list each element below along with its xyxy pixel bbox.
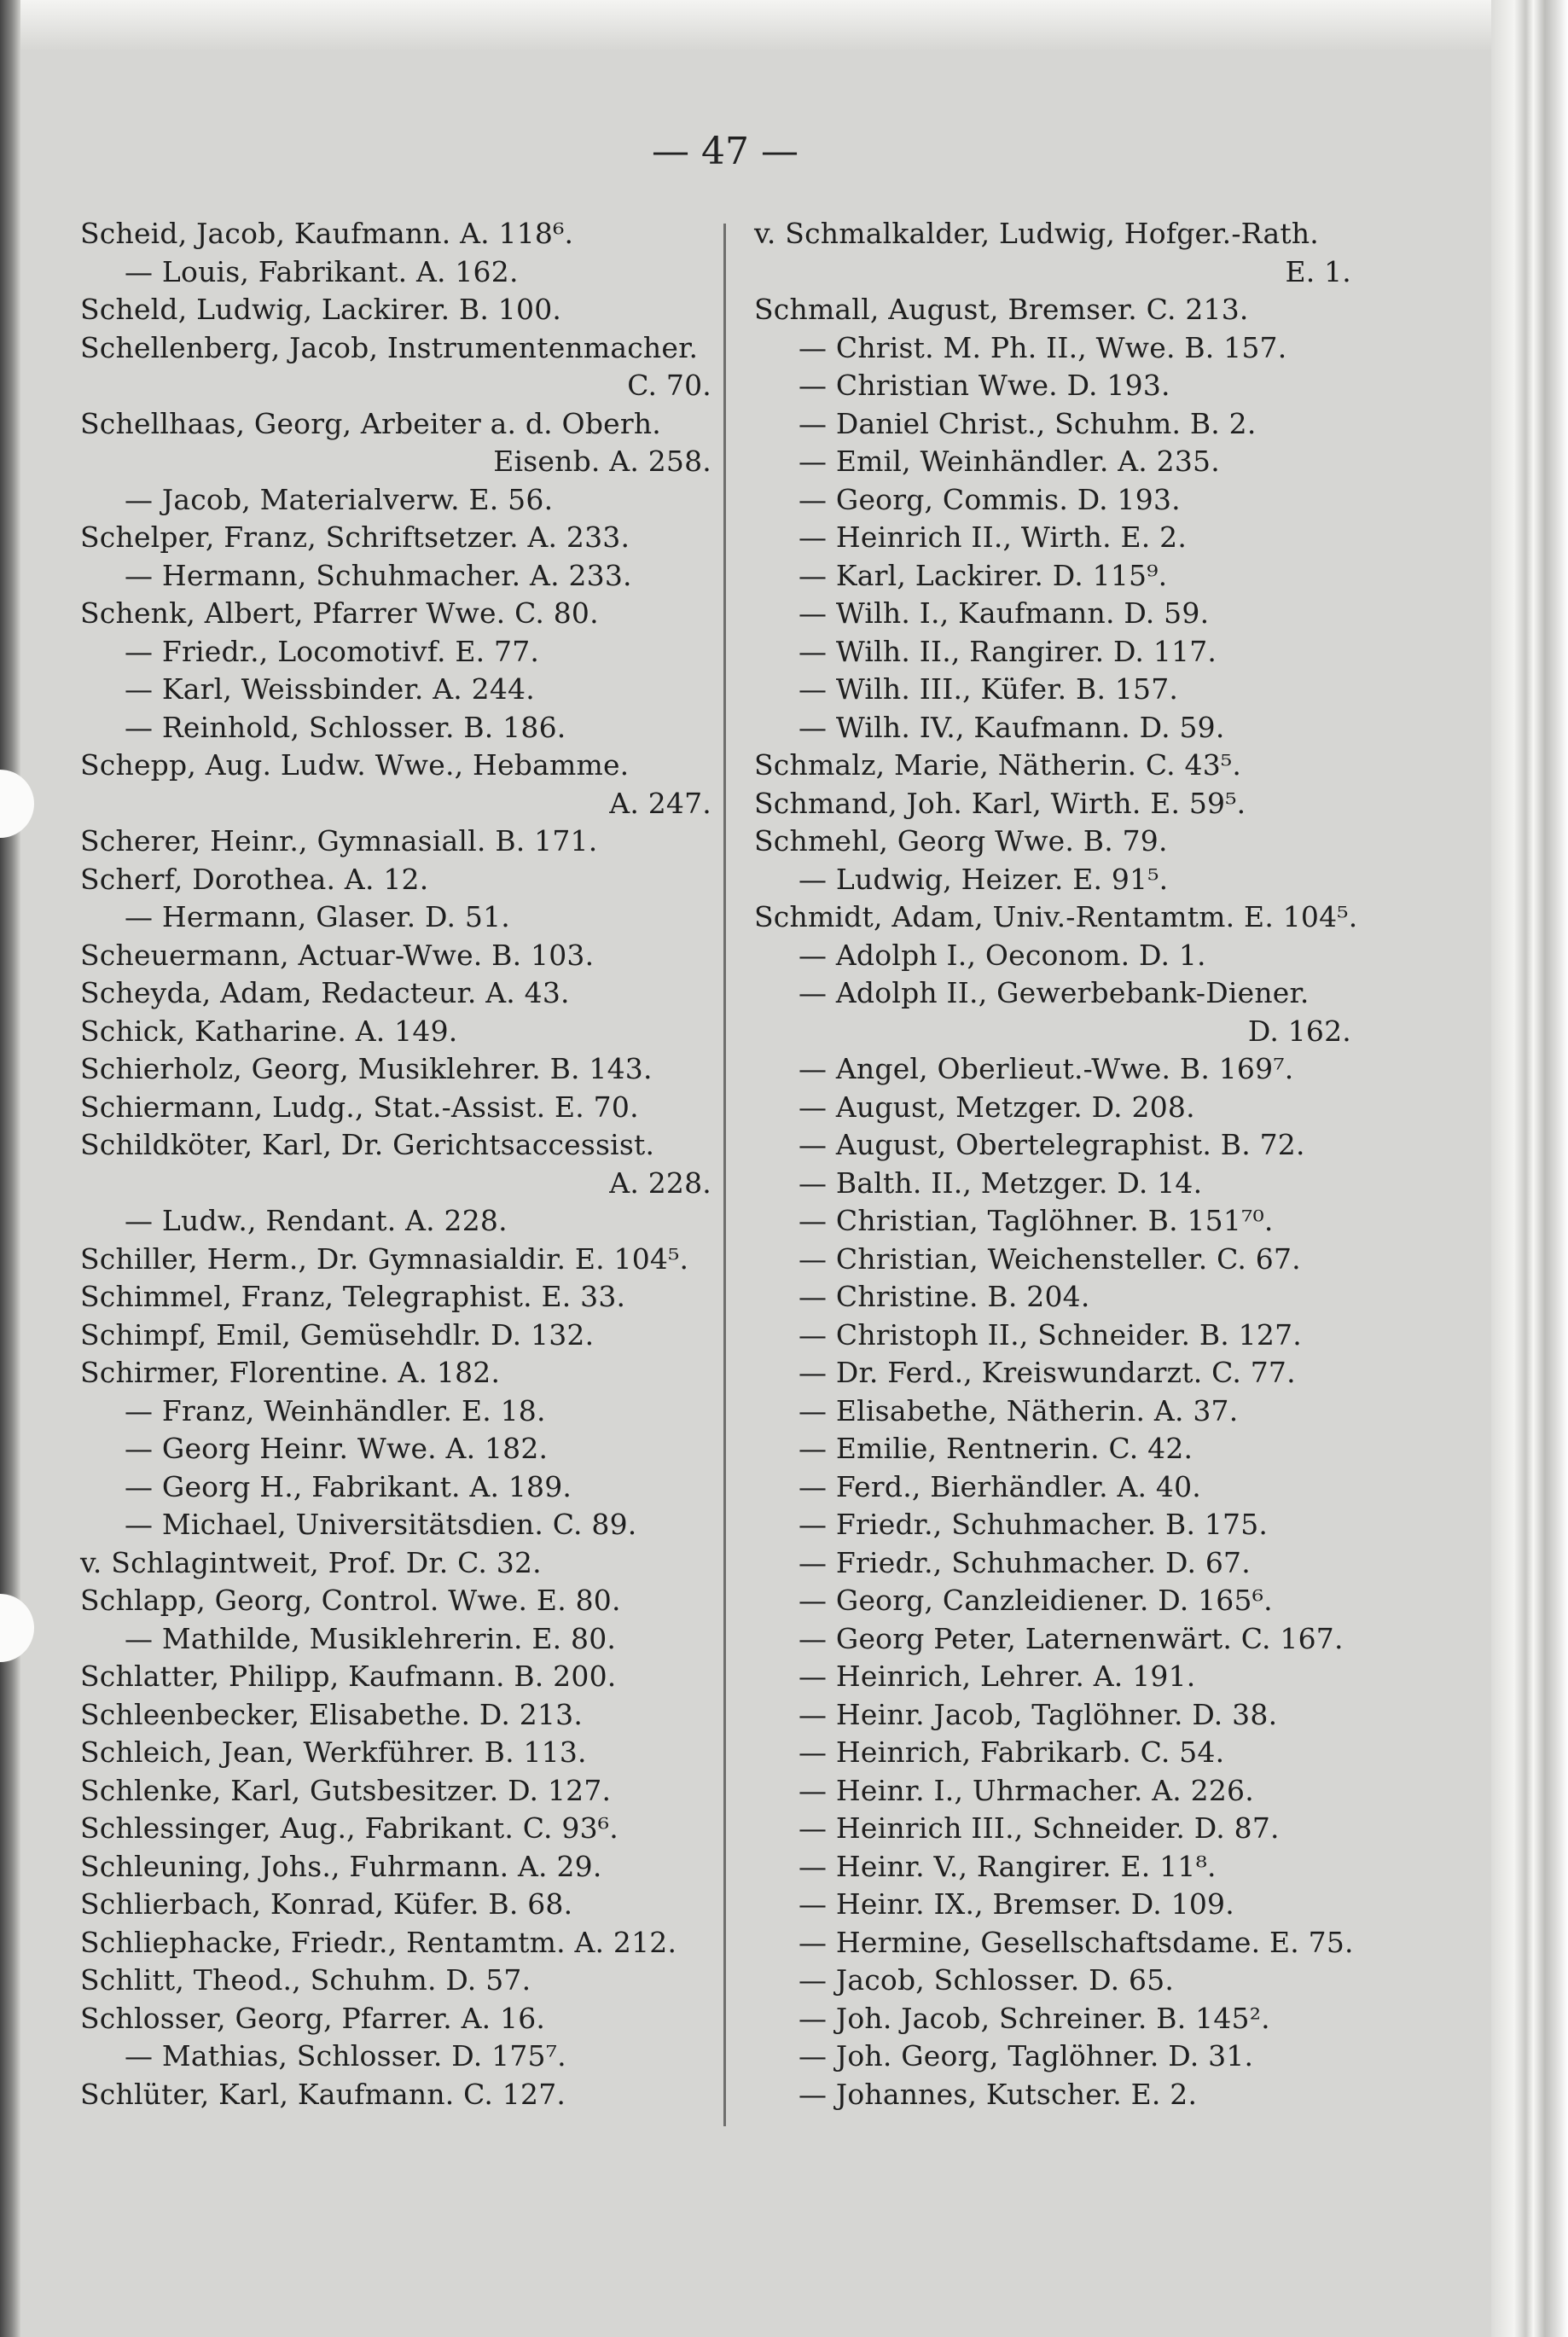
directory-entry: Schmidt, Adam, Univ.-Rentamtm. E. 104⁵. bbox=[754, 900, 1358, 933]
directory-entry: Schimpf, Emil, Gemüsehdlr. D. 132. bbox=[80, 1317, 595, 1352]
directory-entry: — Karl, Lackirer. D. 115⁹. bbox=[799, 558, 1168, 592]
directory-entry: Schiller, Herm., Dr. Gymnasialdir. E. 104⁵. bbox=[80, 1241, 689, 1276]
directory-entry: Scheuermann, Actuar-Wwe. B. 103. bbox=[80, 938, 595, 972]
left-column bbox=[80, 215, 729, 2113]
directory-entry: — Mathias, Schlosser. D. 175⁷. bbox=[125, 2039, 566, 2072]
directory-entry: Schepp, Aug. Ludw. Wwe., Hebamme. bbox=[80, 748, 630, 782]
directory-entry: — Heinr. V., Rangirer. E. 11⁸. bbox=[799, 1849, 1217, 1883]
directory-entry: — Ludwig, Heizer. E. 91⁵. bbox=[799, 862, 1169, 896]
directory-entry: D. 162. bbox=[1247, 1014, 1351, 1048]
directory-entry: — August, Metzger. D. 208. bbox=[799, 1090, 1195, 1124]
directory-entry: — Wilh. II., Rangirer. D. 117. bbox=[799, 634, 1217, 668]
directory-entry: — Joh. Georg, Taglöhner. D. 31. bbox=[799, 2039, 1254, 2072]
directory-entry: — Christoph II., Schneider. B. 127. bbox=[799, 1317, 1302, 1352]
directory-entry: — Hermann, Schuhmacher. A. 233. bbox=[125, 558, 632, 592]
directory-entry: Schirmer, Florentine. A. 182. bbox=[80, 1356, 501, 1389]
directory-entry: Schlessinger, Aug., Fabrikant. C. 93⁶. bbox=[80, 1811, 618, 1845]
directory-entry: C. 70. bbox=[627, 369, 711, 402]
directory-entry: — August, Obertelegraphist. B. 72. bbox=[799, 1128, 1305, 1161]
directory-entry: — Elisabethe, Nätherin. A. 37. bbox=[799, 1393, 1239, 1427]
directory-entry: — Christian Wwe. D. 193. bbox=[799, 369, 1170, 402]
right-column bbox=[754, 215, 1402, 2113]
directory-entry: Scheid, Jacob, Kaufmann. A. 118⁶. bbox=[80, 217, 574, 250]
directory-entry: — Georg H., Fabrikant. A. 189. bbox=[125, 1469, 572, 1503]
directory-entry: A. 228. bbox=[609, 1166, 711, 1200]
directory-entry: — Jacob, Schlosser. D. 65. bbox=[799, 1963, 1175, 1997]
directory-entry: Schellenberg, Jacob, Instrumentenmacher. bbox=[80, 330, 699, 364]
directory-entry: Schmand, Joh. Karl, Wirth. E. 59⁵. bbox=[754, 786, 1246, 820]
punch-hole bbox=[0, 770, 34, 838]
directory-entry: Schmall, August, Bremser. C. 213. bbox=[754, 293, 1249, 326]
directory-entry: — Georg Heinr. Wwe. A. 182. bbox=[125, 1432, 549, 1465]
directory-entry: — Christ. M. Ph. II., Wwe. B. 157. bbox=[799, 330, 1287, 364]
directory-entry: — Georg, Canzleidiener. D. 165⁶. bbox=[799, 1584, 1273, 1617]
directory-entry: — Emilie, Rentnerin. C. 42. bbox=[799, 1432, 1193, 1465]
directory-entry: — Friedr., Schuhmacher. D. 67. bbox=[799, 1545, 1251, 1579]
directory-entry: — Wilh. I., Kaufmann. D. 59. bbox=[799, 596, 1210, 630]
directory-entry: — Ludw., Rendant. A. 228. bbox=[125, 1204, 508, 1237]
directory-entry: Schleenbecker, Elisabethe. D. 213. bbox=[80, 1697, 584, 1731]
page-top-edge bbox=[20, 0, 1491, 51]
directory-entry: Eisenb. A. 258. bbox=[493, 445, 711, 478]
directory-entry: Schmehl, Georg Wwe. B. 79. bbox=[754, 824, 1168, 857]
directory-entry: Schlatter, Philipp, Kaufmann. B. 200. bbox=[80, 1660, 617, 1693]
directory-entry: — Georg Peter, Laternenwärt. C. 167. bbox=[799, 1621, 1344, 1655]
directory-entry: — Wilh. IV., Kaufmann. D. 59. bbox=[799, 710, 1225, 744]
page-number: — 47 — bbox=[652, 130, 799, 173]
directory-entry: v. Schlagintweit, Prof. Dr. C. 32. bbox=[80, 1545, 542, 1579]
directory-entry: — Michael, Universitätsdien. C. 89. bbox=[125, 1508, 637, 1541]
directory-entry: — Heinr. Jacob, Taglöhner. D. 38. bbox=[799, 1697, 1278, 1731]
directory-entry: Schelper, Franz, Schriftsetzer. A. 233. bbox=[80, 520, 630, 554]
directory-entry: — Jacob, Materialverw. E. 56. bbox=[125, 482, 554, 516]
directory-entry: — Karl, Weissbinder. A. 244. bbox=[125, 672, 535, 706]
directory-entry: Scheld, Ludwig, Lackirer. B. 100. bbox=[80, 293, 562, 326]
directory-entry: — Daniel Christ., Schuhm. B. 2. bbox=[799, 406, 1257, 440]
directory-entry: — Friedr., Locomotivf. E. 77. bbox=[125, 634, 540, 668]
punch-hole bbox=[0, 1594, 34, 1662]
directory-entry: v. Schmalkalder, Ludwig, Hofger.-Rath. bbox=[754, 217, 1319, 250]
directory-entry: — Friedr., Schuhmacher. B. 175. bbox=[799, 1508, 1269, 1541]
directory-entry: — Heinrich III., Schneider. D. 87. bbox=[799, 1811, 1280, 1845]
directory-entry: — Louis, Fabrikant. A. 162. bbox=[125, 254, 519, 288]
directory-entry: Schildköter, Karl, Dr. Gerichtsaccessist. bbox=[80, 1128, 655, 1161]
directory-entry: Schlapp, Georg, Control. Wwe. E. 80. bbox=[80, 1584, 621, 1617]
directory-entry: Schellhaas, Georg, Arbeiter a. d. Oberh. bbox=[80, 406, 661, 440]
directory-entry: Schlierbach, Konrad, Küfer. B. 68. bbox=[80, 1887, 573, 1921]
directory-entry: — Heinrich II., Wirth. E. 2. bbox=[799, 520, 1188, 554]
directory-entry: Schliephacke, Friedr., Rentamtm. A. 212. bbox=[80, 1925, 677, 1959]
directory-entry: — Adolph II., Gewerbebank-Diener. bbox=[799, 976, 1310, 1009]
directory-entry: — Dr. Ferd., Kreiswundarzt. C. 77. bbox=[799, 1356, 1296, 1389]
directory-entry: Schlitt, Theod., Schuhm. D. 57. bbox=[80, 1963, 531, 1997]
directory-entry: — Hermann, Glaser. D. 51. bbox=[125, 900, 510, 933]
directory-entry: E. 1. bbox=[1285, 254, 1351, 288]
directory-entry: Schiermann, Ludg., Stat.-Assist. E. 70. bbox=[80, 1090, 639, 1124]
directory-entry: A. 247. bbox=[609, 786, 711, 820]
directory-entry: — Johannes, Kutscher. E. 2. bbox=[799, 2077, 1198, 2111]
directory-entry: Schimmel, Franz, Telegraphist. E. 33. bbox=[80, 1280, 626, 1313]
directory-entry: — Reinhold, Schlosser. B. 186. bbox=[125, 710, 566, 744]
directory-entry: — Franz, Weinhändler. E. 18. bbox=[125, 1393, 546, 1427]
directory-entry: Schick, Katharine. A. 149. bbox=[80, 1014, 458, 1048]
page-edge-stack bbox=[1491, 0, 1568, 2337]
directory-entry: — Heinr. I., Uhrmacher. A. 226. bbox=[799, 1773, 1254, 1807]
directory-entry: — Hermine, Gesellschaftsdame. E. 75. bbox=[799, 1925, 1354, 1959]
directory-entry: — Christian, Weichensteller. C. 67. bbox=[799, 1241, 1301, 1276]
directory-entry: — Emil, Weinhändler. A. 235. bbox=[799, 445, 1220, 478]
directory-entry: — Angel, Oberlieut.-Wwe. B. 169⁷. bbox=[799, 1052, 1294, 1085]
directory-entry: Scherf, Dorothea. A. 12. bbox=[80, 862, 429, 896]
directory-entry: — Heinrich, Fabrikarb. C. 54. bbox=[799, 1735, 1225, 1769]
directory-entry: — Adolph I., Oeconom. D. 1. bbox=[799, 938, 1206, 972]
directory-entry: Scherer, Heinr., Gymnasiall. B. 171. bbox=[80, 824, 598, 857]
directory-entry: — Balth. II., Metzger. D. 14. bbox=[799, 1166, 1203, 1200]
directory-entry: Schlüter, Karl, Kaufmann. C. 127. bbox=[80, 2077, 566, 2111]
directory-entry: — Georg, Commis. D. 193. bbox=[799, 482, 1181, 516]
directory-entry: Schmalz, Marie, Nätherin. C. 43⁵. bbox=[754, 748, 1242, 782]
directory-entry: — Heinrich, Lehrer. A. 191. bbox=[799, 1660, 1196, 1693]
directory-entry: — Christian, Taglöhner. B. 151⁷⁰. bbox=[799, 1204, 1274, 1237]
directory-entry: — Wilh. III., Küfer. B. 157. bbox=[799, 672, 1179, 706]
directory-entry: — Joh. Jacob, Schreiner. B. 145². bbox=[799, 2001, 1270, 2035]
directory-entry: Scheyda, Adam, Redacteur. A. 43. bbox=[80, 976, 570, 1009]
book-binding bbox=[0, 0, 20, 2337]
directory-entry: Schleich, Jean, Werkführer. B. 113. bbox=[80, 1735, 587, 1769]
directory-entry: Schlenke, Karl, Gutsbesitzer. D. 127. bbox=[80, 1773, 612, 1807]
directory-entry: — Christine. B. 204. bbox=[799, 1280, 1090, 1313]
directory-entry: Schierholz, Georg, Musiklehrer. B. 143. bbox=[80, 1052, 653, 1085]
directory-entry: — Ferd., Bierhändler. A. 40. bbox=[799, 1469, 1201, 1503]
directory-entry: Schlosser, Georg, Pfarrer. A. 16. bbox=[80, 2001, 546, 2035]
directory-entry: Schleuning, Johs., Fuhrmann. A. 29. bbox=[80, 1849, 602, 1883]
directory-entry: Schenk, Albert, Pfarrer Wwe. C. 80. bbox=[80, 596, 599, 630]
directory-entry: — Heinr. IX., Bremser. D. 109. bbox=[799, 1887, 1234, 1921]
directory-entry: — Mathilde, Musiklehrerin. E. 80. bbox=[125, 1621, 617, 1655]
